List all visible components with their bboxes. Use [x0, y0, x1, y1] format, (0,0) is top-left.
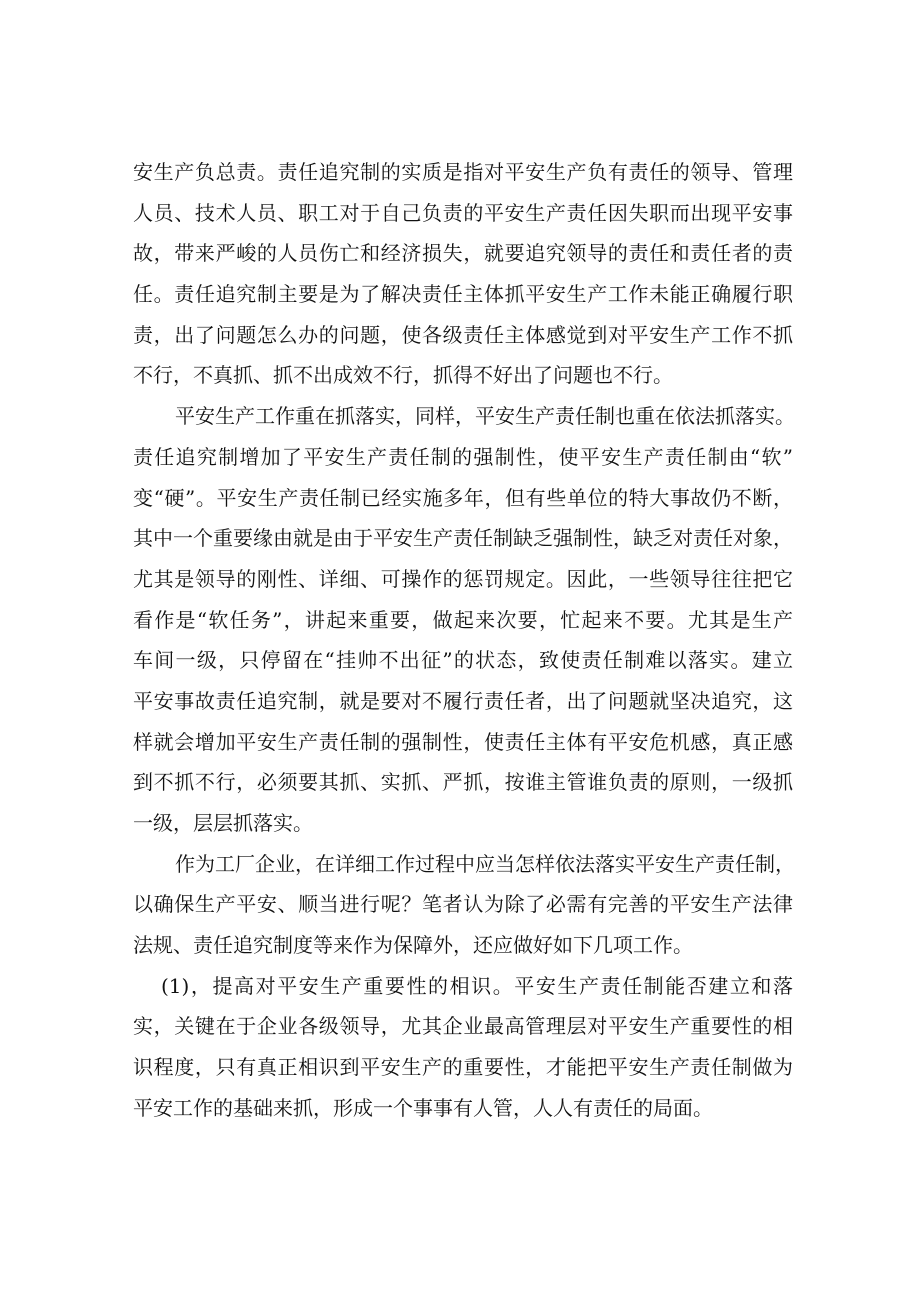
paragraph	[133, 966, 793, 1129]
text-line: 作为工厂企业，在详细工作过程中应当怎样依法落实平安生产责任制，	[175, 851, 795, 876]
text-line: (1)，提高对平安生产重要性的相识。平安生产责任制能否建立和落	[161, 973, 793, 998]
document-body	[133, 152, 793, 1129]
text-line: 到不抓不行，必须要其抓、实抓、严抓，按谁主管谁负责的原则，一级抓	[133, 770, 793, 795]
text-line: 实，关键在于企业各级领导，尤其企业最高管理层对平安生产重要性的相	[133, 1014, 793, 1039]
paragraph	[133, 844, 793, 966]
text-line: 法规、责任追究制度等来作为保障外，还应做好如下几项工作。	[133, 933, 693, 958]
text-line: 尤其是领导的刚性、详细、可操作的惩罚规定。因此，一些领导往往把它	[133, 566, 793, 591]
text-line: 平安工作的基础来抓，形成一个事事有人管，人人有责任的局面。	[133, 1095, 713, 1120]
text-line: 故，带来严峻的人员伤亡和经济损失，就要追究领导的责任和责任者的责	[133, 241, 793, 266]
text-line: 不行，不真抓、抓不出成效不行，抓得不好出了问题也不行。	[133, 363, 673, 388]
text-line: 看作是“软任务”，讲起来重要，做起来次要，忙起来不要。尤其是生产	[133, 607, 793, 632]
text-line: 平安事故责任追究制，就是要对不履行责任者，出了问题就坚决追究，这	[133, 688, 793, 713]
text-line: 一级，层层抓落实。	[133, 811, 313, 835]
paragraph	[133, 152, 793, 396]
text-line: 以确保生产平安、顺当进行呢？笔者认为除了必需有完善的平安生产法律	[133, 892, 793, 917]
text-line: 其中一个重要缘由就是由于平安生产责任制缺乏强制性，缺乏对责任对象，	[133, 526, 793, 551]
text-line: 变“硬”。平安生产责任制已经实施多年，但有些单位的特大事故仍不断，	[133, 485, 793, 510]
text-line: 样就会增加平安生产责任制的强制性，使责任主体有平安危机感，真正感	[133, 729, 793, 754]
text-line: 车间一级，只停留在“挂帅不出征”的状态，致使责任制难以落实。建立	[133, 648, 793, 673]
text-line: 安生产负总责。责任追究制的实质是指对平安生产负有责任的领导、管理	[133, 160, 793, 184]
text-line: 任。责任追究制主要是为了解决责任主体抓平安生产工作未能正确履行职	[133, 282, 793, 307]
text-line: 责任追究制增加了平安生产责任制的强制性，使平安生产责任制由“软”	[133, 444, 793, 469]
paragraph	[133, 396, 793, 844]
text-line: 识程度，只有真正相识到平安生产的重要性，才能把平安生产责任制做为	[133, 1055, 793, 1080]
text-line: 平安生产工作重在抓落实，同样，平安生产责任制也重在依法抓落实。	[175, 404, 795, 429]
text-line: 人员、技术人员、职工对于自己负责的平安生产责任因失职而出现平安事	[133, 200, 793, 225]
text-line: 责，出了问题怎么办的问题，使各级责任主体感觉到对平安生产工作不抓	[133, 322, 793, 347]
